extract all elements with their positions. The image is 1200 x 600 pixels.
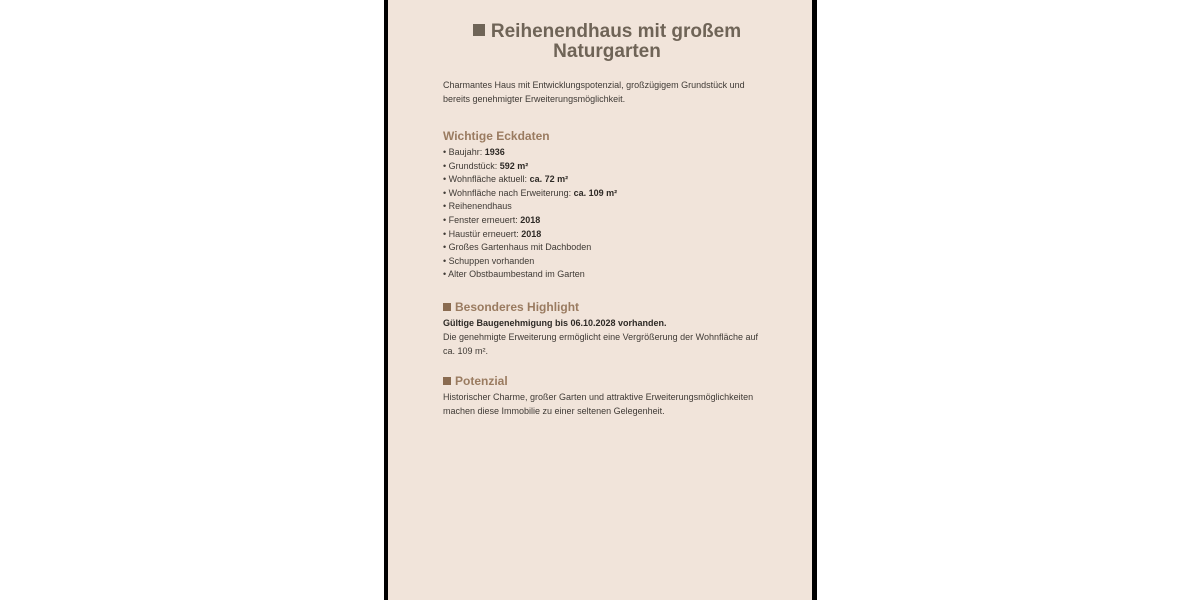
eckdaten-item-label: Fenster erneuert: <box>448 214 518 225</box>
eckdaten-item-value: 2018 <box>520 214 541 225</box>
eckdaten-item <box>443 228 763 242</box>
highlight-heading <box>443 299 763 315</box>
potenzial-heading-text: Potenzial <box>455 374 508 389</box>
bullet-icon: • <box>443 201 447 212</box>
bullet-icon: • <box>443 242 447 253</box>
bullet-icon: • <box>443 147 447 157</box>
eckdaten-item-label: Alter Obstbaumbestand im Garten <box>448 269 585 280</box>
highlight-bold-line: Gültige Baugenehmigung bis 06.10.2028 vorhanden. <box>443 317 667 328</box>
eckdaten-item-label: Großes Gartenhaus mit Dachboden <box>448 242 592 253</box>
eckdaten-item <box>443 200 763 214</box>
bullet-icon: • <box>443 187 447 198</box>
square-icon <box>473 24 485 36</box>
page-title <box>443 22 763 62</box>
page-title-text: Reihenendhaus mit großem Naturgarten <box>490 21 742 62</box>
listing-content <box>443 22 763 419</box>
eckdaten-item-value: ca. 109 m² <box>573 187 618 198</box>
highlight-text <box>443 317 763 358</box>
bullet-icon: • <box>443 174 447 185</box>
eckdaten-item <box>443 146 763 160</box>
eckdaten-list <box>443 146 763 282</box>
highlight-body: Die genehmigte Erweiterung ermöglicht eine Vergrößerung der Wohnfläche auf ca. 109 m². <box>443 331 759 356</box>
eckdaten-item-label: Grundstück: <box>448 160 498 171</box>
square-icon <box>443 377 451 385</box>
eckdaten-item <box>443 241 763 255</box>
eckdaten-item <box>443 214 763 228</box>
bullet-icon: • <box>443 269 447 280</box>
eckdaten-item-label: Wohnfläche nach Erweiterung: <box>448 187 572 198</box>
eckdaten-item-label: Schuppen vorhanden <box>448 255 535 266</box>
eckdaten-item-value: ca. 72 m² <box>529 174 569 185</box>
eckdaten-item-value: 1936 <box>484 147 505 157</box>
eckdaten-item-value: 592 m² <box>499 160 529 171</box>
eckdaten-item <box>443 173 763 187</box>
potenzial-heading <box>443 373 763 389</box>
intro-text: Charmantes Haus mit Entwicklungspotenzial, großzügigem Grundstück und bereits genehmigter Erweiterungsmöglichkeit. <box>443 80 745 104</box>
eckdaten-item-label: Baujahr: <box>448 147 483 157</box>
listing-card <box>388 0 812 600</box>
bullet-icon: • <box>443 228 447 239</box>
highlight-heading-text: Besonderes Highlight <box>455 299 580 314</box>
eckdaten-item <box>443 160 763 174</box>
eckdaten-item <box>443 268 763 282</box>
eckdaten-item-value: 2018 <box>521 228 542 239</box>
eckdaten-item-label: Wohnfläche aktuell: <box>448 174 528 185</box>
bullet-icon: • <box>443 160 447 171</box>
eckdaten-item-label: Reihenendhaus <box>448 201 512 212</box>
eckdaten-item-label: Haustür erneuert: <box>448 228 519 239</box>
eckdaten-item <box>443 187 763 201</box>
bullet-icon: • <box>443 255 447 266</box>
potenzial-text: Historischer Charme, großer Garten und attraktive Erweiterungsmöglichkeiten machen diese Immobilie zu einer seltenen Gelegenheit. <box>443 392 754 417</box>
eckdaten-heading: Wichtige Eckdaten <box>443 129 550 143</box>
bullet-icon: • <box>443 214 447 225</box>
square-icon <box>443 303 451 311</box>
eckdaten-item <box>443 255 763 269</box>
